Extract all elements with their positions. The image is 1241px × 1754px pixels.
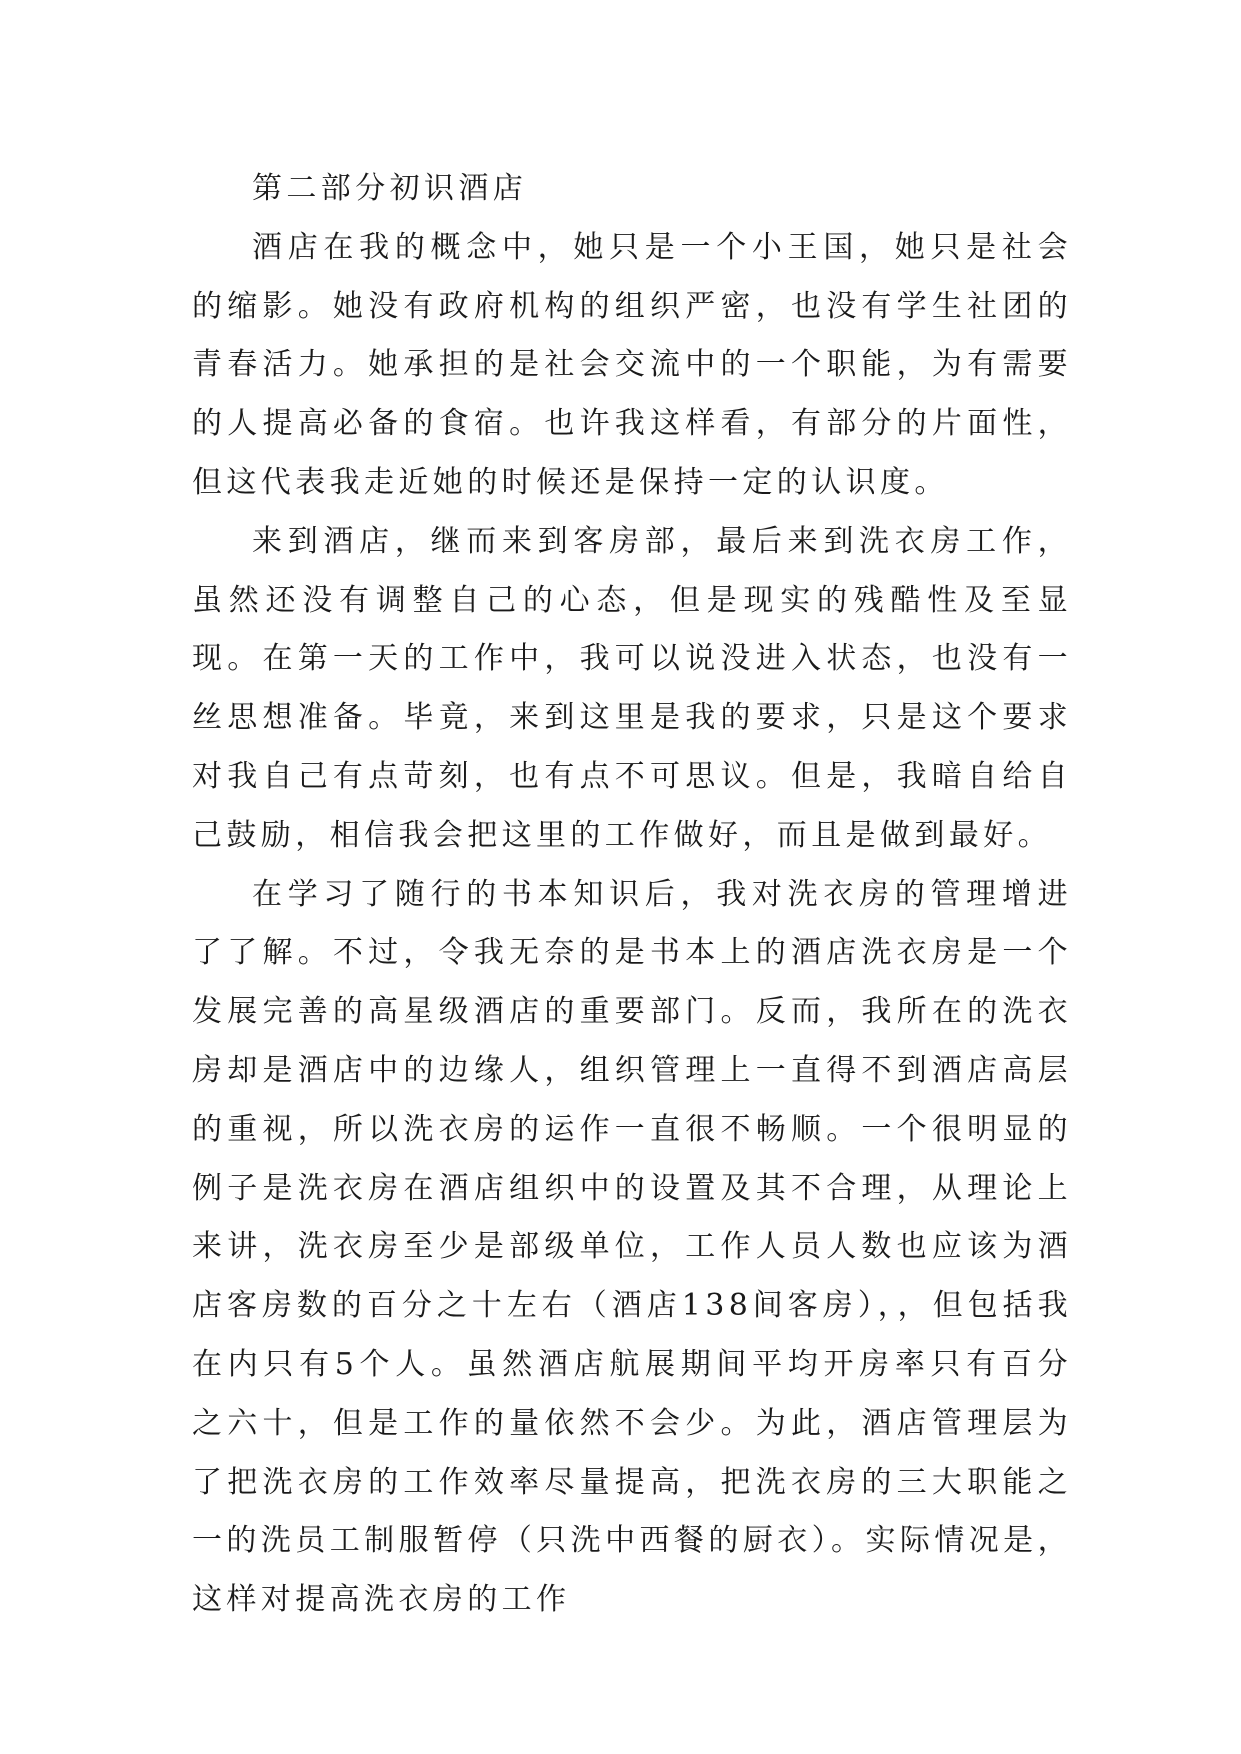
document-body (192, 160, 1072, 1630)
paragraph-3: 在学习了随行的书本知识后，我对洗衣房的管理增进了了解。不过，令我无奈的是书本上的酒店洗衣房是一个发展完善的高星级酒店的重要部门。反而，我所在的洗衣房却是酒店中的边缘人，组织管理上一直得不到酒店高层的重视，所以洗衣房的运作一直很不畅顺。一个很明显的例子是洗衣房在酒店组织中的设置及其不合理，从理论上来讲，洗衣房至少是部级单位，工作人员人数也应该为酒店客房数的百分之十左右（酒店138间客房），，但包括我在内只有5个人。虽然酒店航展期间平均开房率只有百分之六十，但是工作的量依然不会少。为此，酒店管理层为了把洗衣房的工作效率尽量提高，把洗衣房的三大职能之一的洗员工制服暂停（只洗中西餐的厨衣）。实际情况是，这样对提高洗衣房的工作 (192, 876, 1072, 1618)
paragraph-2: 来到酒店，继而来到客房部，最后来到洗衣房工作，虽然还没有调整自己的心态，但是现实的残酷性及至显现。在第一天的工作中，我可以说没进入状态，也没有一丝思想准备。毕竟，来到这里是我的要求，只是这个要求对我自己有点苛刻，也有点不可思议。但是，我暗自给自己鼓励，相信我会把这里的工作做好，而且是做到最好。 (192, 523, 1072, 853)
paragraph-1: 酒店在我的概念中，她只是一个小王国，她只是社会的缩影。她没有政府机构的组织严密，也没有学生社团的青春活力。她承担的是社会交流中的一个职能，为有需要的人提高必备的食宿。也许我这样看，有部分的片面性，但这代表我走近她的时候还是保持一定的认识度。 (192, 229, 1072, 500)
section-heading: 第二部分初识酒店 (252, 171, 528, 206)
